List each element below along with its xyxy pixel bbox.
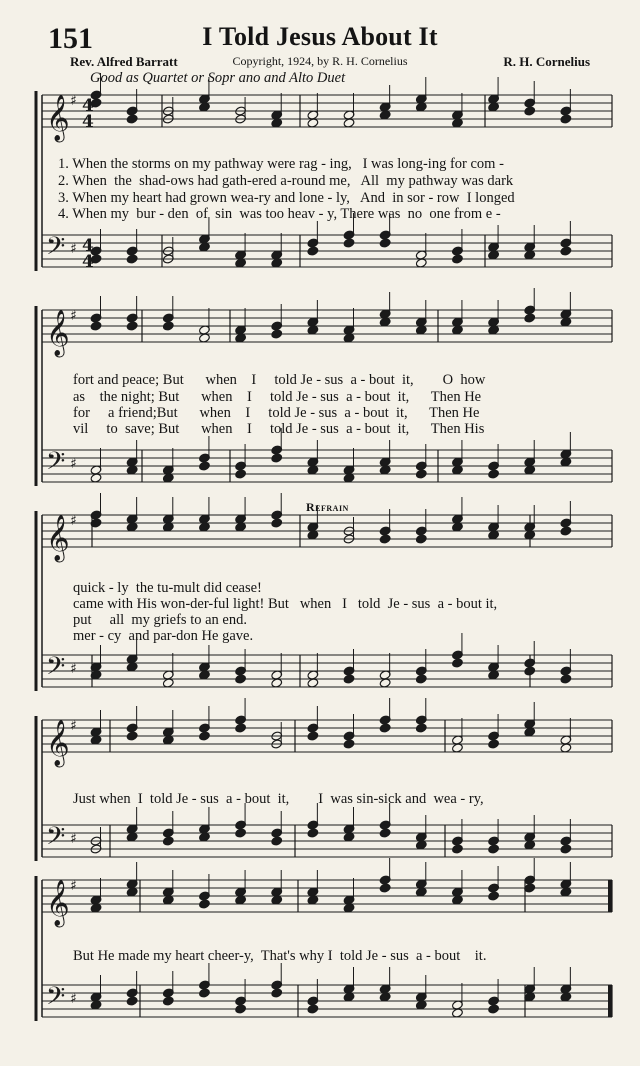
note-head <box>451 844 463 854</box>
note-head <box>271 329 283 339</box>
lyric-line-s3-v4: mer - cy and par-don He gave. <box>73 628 254 644</box>
note-head <box>126 254 138 264</box>
lyric-line-s2-v2: as the night; But when I told Je - sus a - bout it, Then He <box>73 389 482 405</box>
key-signature: ♯ <box>70 718 77 734</box>
note-head <box>415 534 427 544</box>
treble-clef: 𝄞 <box>46 310 70 356</box>
note-head <box>235 674 247 684</box>
final-barline <box>608 985 612 1017</box>
note-head <box>488 739 500 749</box>
key-signature: ♯ <box>70 308 77 324</box>
note-head <box>126 996 138 1006</box>
bass-clef: 𝄢 <box>46 982 66 1017</box>
note-head <box>343 674 355 684</box>
note-head <box>126 321 138 331</box>
treble-clef: 𝄞 <box>46 515 70 561</box>
bass-clef: 𝄢 <box>46 232 66 267</box>
note-head <box>198 461 210 471</box>
note-head <box>198 731 210 741</box>
note-head <box>560 246 572 256</box>
note-head <box>524 666 536 676</box>
lyric-line-s2-v1: fort and peace; But when I told Je - sus a - bout it, O how <box>73 372 486 388</box>
note-head <box>560 844 572 854</box>
copyright-notice: Copyright, 1924, by R. H. Cornelius <box>232 54 408 68</box>
note-head <box>307 731 319 741</box>
note-head <box>560 114 572 124</box>
treble-time-signature-top: 4 <box>82 96 94 116</box>
note-head <box>379 534 391 544</box>
lyric-line-s2-v4: vil to save; But when I told Je - sus a - bout it, Then His <box>73 421 485 437</box>
note-head <box>488 1004 500 1014</box>
note-head <box>488 844 500 854</box>
bass-clef: 𝄢 <box>46 822 66 857</box>
refrain-label: Refrain <box>306 500 349 514</box>
note-head <box>271 518 283 528</box>
lyric-line-s3-v2: came with His won-der-ful light! But when I told Je - sus a - bout it, <box>73 596 498 612</box>
note-head <box>90 321 102 331</box>
key-signature: ♯ <box>70 456 77 472</box>
performance-note: Good as Quartet or Sopr ano and Alto Duet <box>90 70 346 86</box>
note-head <box>307 828 319 838</box>
lyric-line-s1-v3: 3. When my heart had grown wea-ry and lone - ly, And in sor - row I longed <box>58 190 515 206</box>
lyric-line-s3-v1: quick - ly the tu-mult did cease! <box>73 580 262 596</box>
note-head <box>343 238 355 248</box>
author-credit: Rev. Alfred Barratt <box>70 54 178 69</box>
note-head <box>488 891 500 901</box>
key-signature: ♯ <box>70 241 77 257</box>
note-head <box>379 238 391 248</box>
note-head <box>415 469 427 479</box>
note-head <box>271 836 283 846</box>
note-head <box>343 739 355 749</box>
note-head <box>235 1004 247 1014</box>
lyric-line-s4: Just when I told Je - sus a - bout it, I was sin-sick and wea - ry, <box>73 791 484 807</box>
note-head <box>271 988 283 998</box>
note-head <box>307 246 319 256</box>
note-head <box>379 883 391 893</box>
lyric-line-s5: But He made my heart cheer-y, That's why I told Je - sus a - bout it. <box>73 948 487 964</box>
note-head <box>451 254 463 264</box>
note-head <box>524 313 536 323</box>
bass-clef: 𝄢 <box>46 652 66 687</box>
note-head <box>198 899 210 909</box>
hymn-number: 151 <box>48 22 93 55</box>
composer-credit: R. H. Cornelius <box>503 54 590 69</box>
note-head <box>162 836 174 846</box>
bass-clef: 𝄢 <box>46 447 66 482</box>
key-signature: ♯ <box>70 878 77 894</box>
key-signature: ♯ <box>70 661 77 677</box>
note-head <box>560 526 572 536</box>
key-signature: ♯ <box>70 991 77 1007</box>
note-head <box>524 106 536 116</box>
note-head <box>271 453 283 463</box>
key-signature: ♯ <box>70 93 77 109</box>
bass-time-signature-bottom: 4 <box>82 252 94 272</box>
key-signature: ♯ <box>70 831 77 847</box>
note-head <box>379 828 391 838</box>
note-head <box>162 321 174 331</box>
hymn-title: I Told Jesus About It <box>202 22 438 51</box>
treble-time-signature-bottom: 4 <box>82 112 94 132</box>
lyric-line-s1-v4: 4. When my bur - den of sin was too heav - y, There was no one from e - <box>58 206 501 222</box>
lyric-line-s1-v2: 2. When the shad-ows had gath-ered a-round me, All my pathway was dark <box>58 173 514 189</box>
lyric-line-s1-v1: 1. When the storms on my pathway were rag - ing, I was long-ing for com - <box>58 156 504 172</box>
lyric-line-s2-v3: for a friend;But when I told Je - sus a - bout it, Then He <box>73 405 480 421</box>
treble-clef: 𝄞 <box>46 95 70 141</box>
key-signature: ♯ <box>70 513 77 529</box>
note-head <box>451 658 463 668</box>
note-head <box>560 674 572 684</box>
note-head <box>307 1004 319 1014</box>
note-head <box>162 996 174 1006</box>
note-head <box>379 723 391 733</box>
treble-clef: 𝄞 <box>46 880 70 926</box>
note-head <box>235 469 247 479</box>
note-head <box>235 723 247 733</box>
note-head <box>198 988 210 998</box>
bass-time-signature-top: 4 <box>82 236 94 256</box>
note-head <box>126 114 138 124</box>
note-head <box>235 828 247 838</box>
note-head <box>415 674 427 684</box>
note-head <box>126 731 138 741</box>
treble-clef: 𝄞 <box>46 720 70 766</box>
final-barline <box>608 880 612 912</box>
lyric-line-s3-v3: put all my griefs to an end. <box>73 612 247 628</box>
note-head <box>415 723 427 733</box>
note-head <box>488 469 500 479</box>
